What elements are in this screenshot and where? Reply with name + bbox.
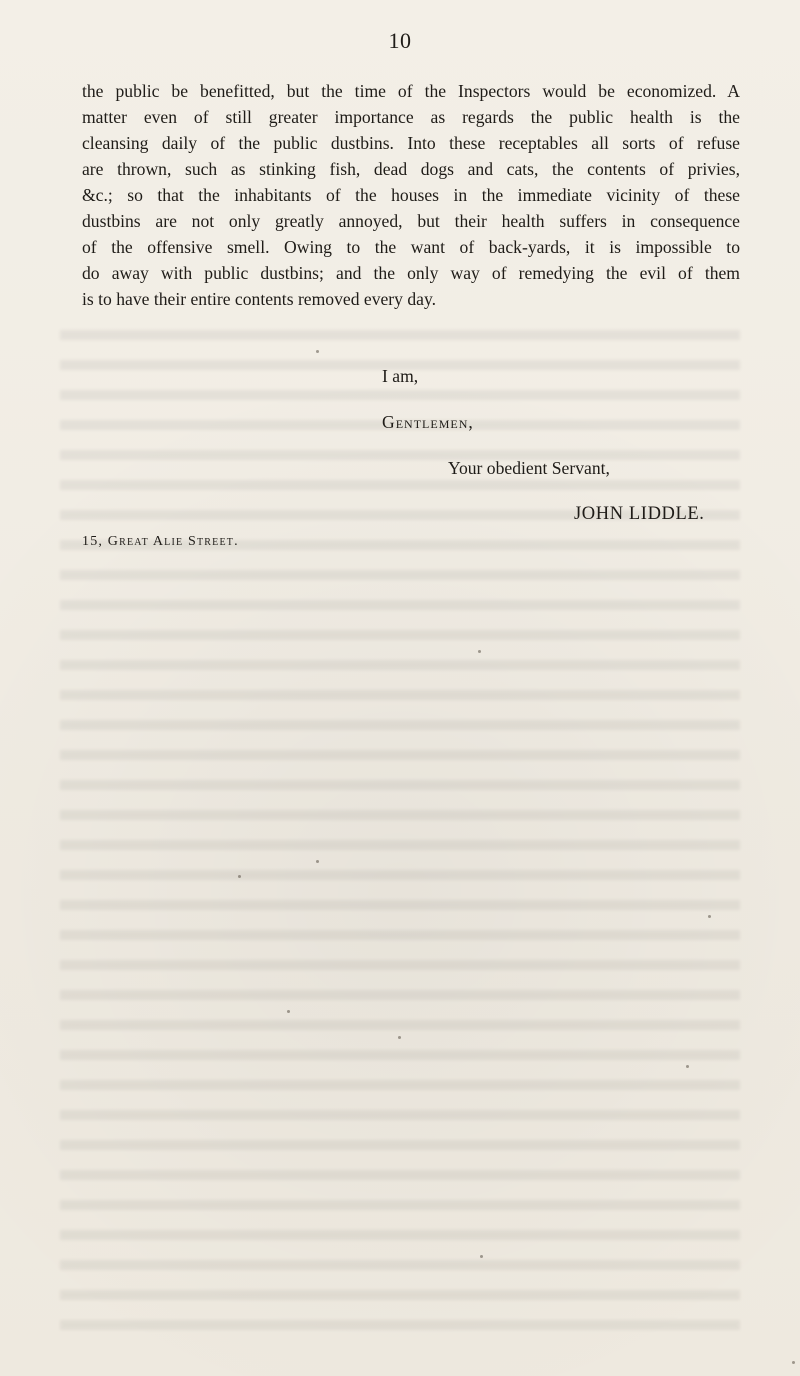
paper-speck [238, 875, 241, 878]
signature: JOHN LIDDLE. [574, 504, 705, 524]
paragraph-line: dustbins are not only greatly annoyed, but their health suffers in consequence [82, 211, 740, 231]
paper-speck [316, 860, 319, 863]
paragraph-line: is to have their entire contents removed every day. [82, 289, 437, 309]
closing-servant: Your obedient Servant, [448, 458, 610, 478]
paper-speck [792, 1361, 795, 1364]
paper-speck [398, 1036, 401, 1039]
paper-speck [708, 915, 711, 918]
paper-speck [480, 1255, 483, 1258]
paper-speck [316, 350, 319, 353]
sender-address: 15, Great Alie Street. [82, 534, 239, 549]
show-through-text [60, 330, 740, 1330]
closing-i-am: I am, [382, 366, 419, 386]
page-number: 10 [388, 28, 412, 53]
paragraph-line: do away with public dustbins; and the only way of remedying the evil of them [82, 263, 740, 283]
paragraph-line: matter even of still greater importance as regards the public health is the [82, 107, 740, 127]
paragraph-line: cleansing daily of the public dustbins. Into these receptables all sorts of refuse [82, 133, 740, 153]
paragraph-line: the public be benefitted, but the time of the Inspectors would be economized. A [82, 81, 740, 101]
paper-speck [686, 1065, 689, 1068]
paragraph-line: &c.; so that the inhabitants of the houses in the immediate vicinity of these [82, 185, 740, 205]
paper-speck [478, 650, 481, 653]
paragraph-line: are thrown, such as stinking fish, dead dogs and cats, the contents of privies, [82, 159, 740, 179]
paper-speck [287, 1010, 290, 1013]
closing-salutation: Gentlemen, [382, 412, 474, 432]
body-paragraph [82, 78, 740, 312]
paragraph-line: of the offensive smell. Owing to the want of back-yards, it is impossible to [82, 237, 740, 257]
